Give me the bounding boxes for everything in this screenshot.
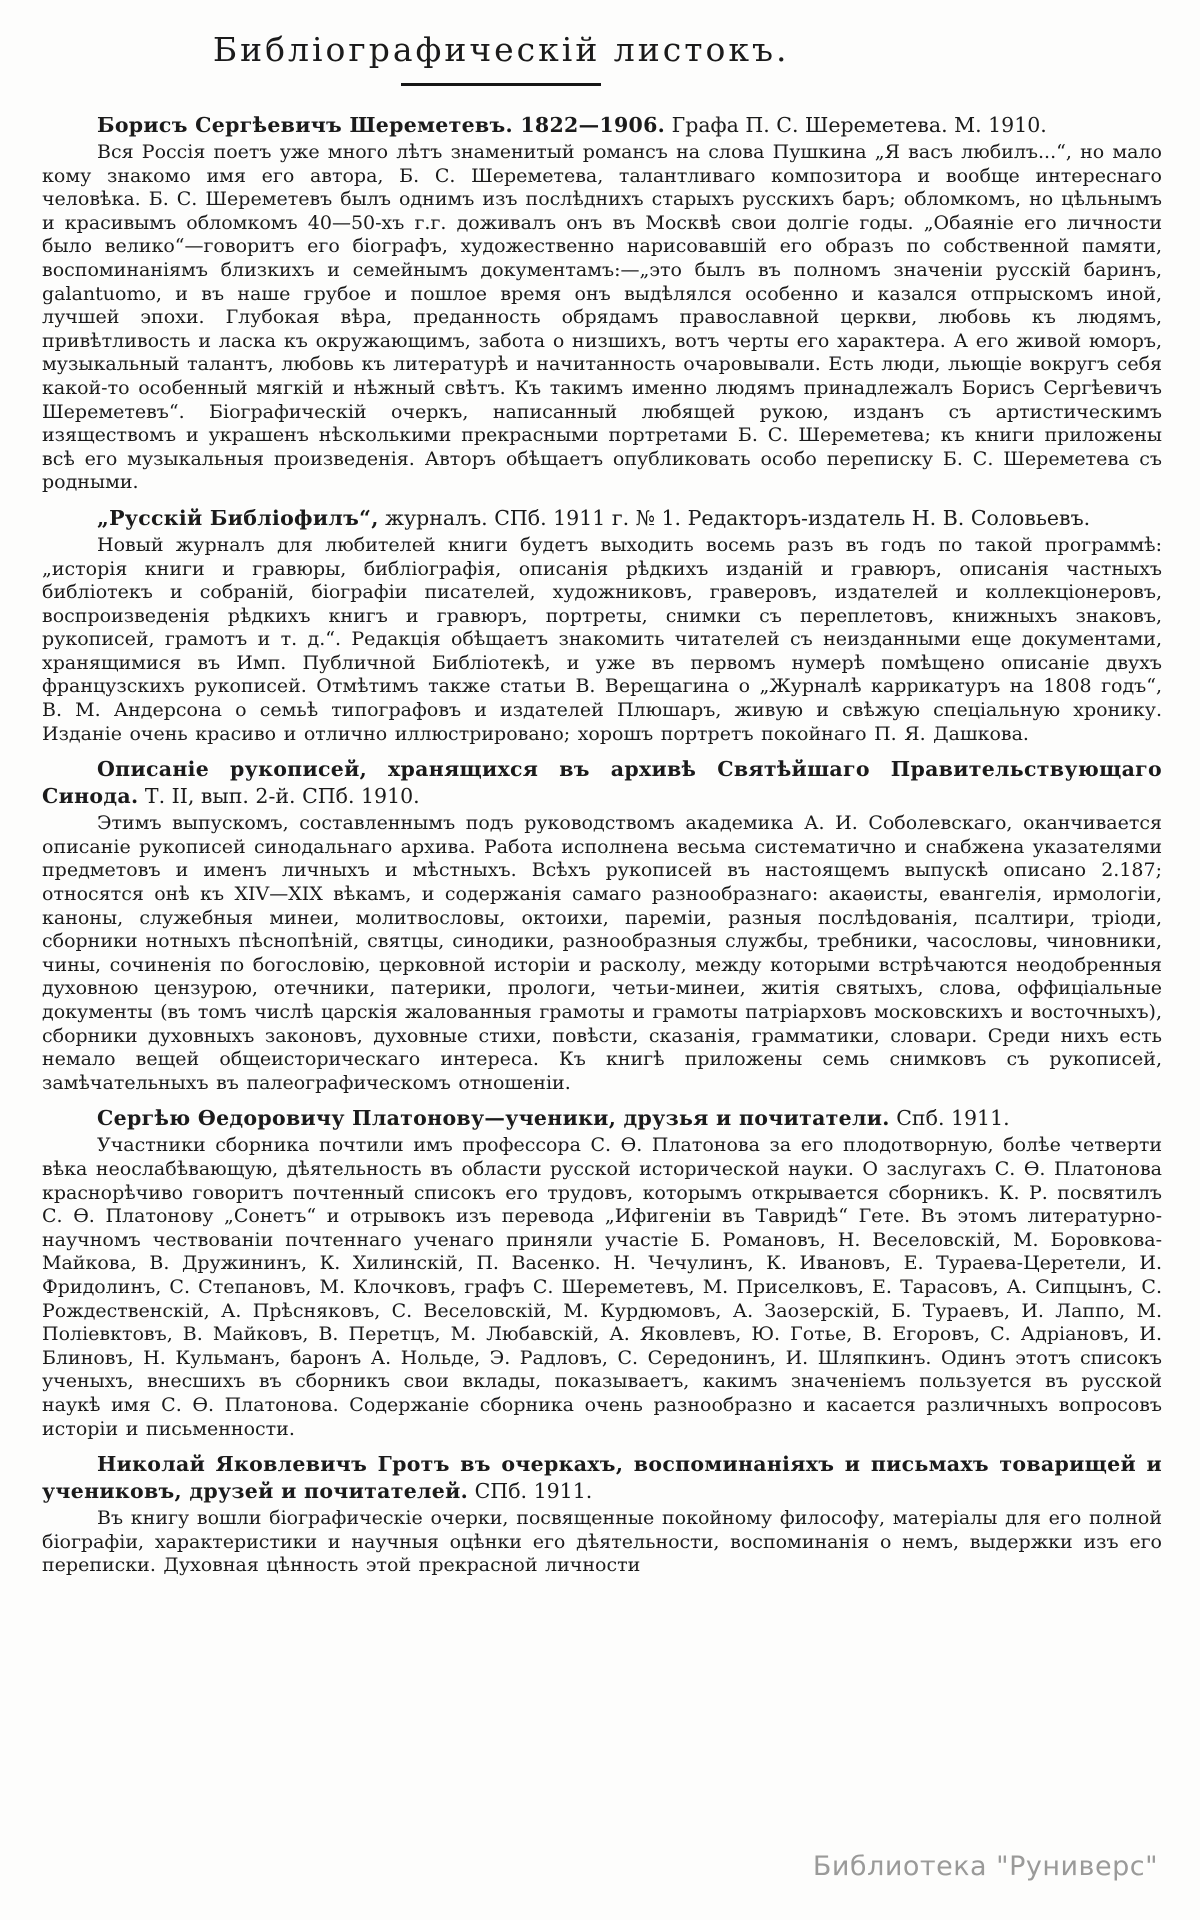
entry-heading bbox=[42, 112, 1162, 139]
entry-annotation: Участники сборника почтили имъ профессора С. Ѳ. Платонова за его плодотворную, болѣе четверти вѣка неослабѣвающую, дѣятельность въ области русской исторической науки. О заслугахъ С. Ѳ. Платонова краснорѣчиво говоритъ почтенный списокъ его трудовъ, которымъ открывается сборникъ. К. Р. посвятилъ С. Ѳ. Платонову „Сонетъ“ и отрывокъ изъ перевода „Ифигеніи въ Тавридѣ“ Гете. Въ этомъ литературно-научномъ чествованіи почтеннаго ученаго приняли участіе Б. Романовъ, Н. Веселовскій, М. Боровкова-Майкова, В. Дружининъ, К. Хилинскій, П. Васенко. Н. Чечулинъ, К. Ивановъ, Е. Тураева-Церетели, И. Фридолинъ, С. Степановъ, М. Клочковъ, графъ С. Шереметевъ, М. Приселковъ, Е. Тарасовъ, А. Сипцынъ, С. Рождественскій, А. Прѣсняковъ, С. Веселовскій, М. Курдюмовъ, А. Заозерскій, Б. Тураевъ, И. Лаппо, М. Поліевктовъ, В. Майковъ, В. Перетцъ, М. Любавскій, А. Яковлевъ, Ю. Готье, В. Егоровъ, С. Адріановъ, И. Блиновъ, Н. Кульманъ, баронъ А. Нольде, Э. Радловъ, С. Середонинъ, И. Шляпкинъ. Одинъ этотъ списокъ ученыхъ, внесшихъ въ сборникъ свои вклады, показываетъ, какимъ значеніемъ пользуется въ русской наукѣ имя С. Ѳ. Платонова. Содержаніе сборника очень разнообразно и касается различныхъ вопросовъ исторіи и письменности. bbox=[42, 1134, 1162, 1440]
entry-heading bbox=[42, 505, 1162, 532]
bibliography-entry-sheremetev bbox=[42, 112, 1162, 495]
entry-imprint: Спб. 1911. bbox=[896, 1106, 1010, 1131]
entry-title-bold: Николай Яковлевичъ Гротъ въ очеркахъ, воспоминаніяхъ и письмахъ товарищей и учениковъ, друзей и почитателей. bbox=[42, 1452, 1162, 1504]
entry-annotation: Новый журналъ для любителей книги будетъ выходить восемь разъ въ годъ по такой программѣ: „исторія книги и гравюры, библіографія, описанія рѣдкихъ изданій и гравюръ, описанія частныхъ библіотекъ и собраній, біографіи писателей, художниковъ, граверовъ, издателей и коллекціонеровъ, воспроизведенія рѣдкихъ книгъ и гравюръ, портреты, снимки съ переплетовъ, книжныхъ знаковъ, рукописей, грамотъ и т. д.“. Редакція обѣщаетъ знакомить читателей съ неизданными еще документами, хранящимися въ Имп. Публичной Библіотекѣ, и уже въ первомъ нумерѣ помѣщено описаніе двухъ французскихъ рукописей. Отмѣтимъ также статьи В. Верещагина о „Журналѣ каррикатуръ на 1808 годъ“, В. М. Андерсона о семьѣ типографовъ и издателей Плюшаръ, живую и свѣжую спеціальную хронику. Изданіе очень красиво и отлично иллюстрировано; хорошъ портретъ покойнаго П. Я. Дашкова. bbox=[42, 533, 1162, 745]
entry-annotation: Этимъ выпускомъ, составленнымъ подъ руководствомъ академика А. И. Соболевскаго, оканчивается описаніе рукописей синодальнаго архива. Работа исполнена весьма систематично и снабжена указателями предметовъ и именъ личныхъ и мѣстныхъ. Всѣхъ рукописей въ настоящемъ выпускѣ описано 2.187; относятся онѣ къ XIV—XIX вѣкамъ, и содержанія самаго разнообразнаго: акаѳисты, евангелія, ирмологіи, каноны, служебныя минеи, молитвословы, октоихи, пареміи, разныя послѣдованія, псалтири, тріоди, сборники нотныхъ пѣснопѣній, святцы, синодики, разнообразныя службы, требники, часословы, чиновники, чины, сочиненія по богословію, церковной исторіи и расколу, между которыми встрѣчаются неодобренныя духовною цензурою, отечники, патерики, прологи, четьи-минеи, житія святыхъ, слова, оффиціальные документы (въ томъ числѣ царскія жалованныя грамоты и грамоты патріарховъ московскихъ и восточныхъ), сборники духовныхъ законовъ, духовные стихи, повѣсти, сказанія, грамматики, словари. Среди нихъ есть немало вещей общеисторическаго интереса. Къ книгѣ приложены семь снимковъ съ рукописей, замѣчательныхъ въ палеографическомъ отношеніи. bbox=[42, 812, 1162, 1094]
entry-imprint: журналъ. СПб. 1911 г. № 1. Редакторъ-издатель Н. В. Соловьевъ. bbox=[385, 505, 1091, 530]
entry-title-bold: Борисъ Сергѣевичъ Шереметевъ. 1822—1906. bbox=[97, 113, 666, 137]
entry-imprint: Графа П. С. Шереметева. М. 1910. bbox=[671, 113, 1047, 137]
bibliography-entry-platonov bbox=[42, 1105, 1162, 1441]
entry-heading bbox=[42, 756, 1162, 810]
entry-heading bbox=[42, 1105, 1162, 1132]
bibliography-entry-russkij-bibliofil bbox=[42, 505, 1162, 746]
entry-annotation: Въ книгу вошли біографическіе очерки, посвященные покойному философу, матеріалы для его полной біографіи, характеристики и научныя оцѣнки его дѣятельности, воспоминанія о немъ, выдержки изъ его переписки. Духовная цѣнность этой прекрасной личности bbox=[42, 1507, 1162, 1577]
runivers-library-watermark: Библиотека "Руниверс" bbox=[812, 1851, 1158, 1882]
entry-annotation: Вся Россія поетъ уже много лѣтъ знаменитый романсъ на слова Пушкина „Я васъ любилъ...“, но мало кому знакомо имя его автора, Б. С. Шереметева, талантливаго композитора и вообще интереснаго человѣка. Б. С. Шереметевъ былъ однимъ изъ послѣднихъ старыхъ русскихъ баръ; обломкомъ, но цѣльнымъ и красивымъ обломкомъ 40—50-хъ г.г. доживалъ онъ въ Москвѣ свои долгіе годы. „Обаяніе его личности было велико“—говоритъ его біографъ, художественно нарисовавшій его образъ по собственной памяти, воспоминаніямъ близкихъ и семейнымъ документамъ:—„это былъ въ полномъ значеніи русскій баринъ, galantuomo, и въ наше грубое и пошлое время онъ выдѣлялся особенно и казался отпрыскомъ иной, лучшей эпохи. Глубокая вѣра, преданность обрядамъ православной церкви, любовь къ людямъ, привѣтливость и ласка къ окружающимъ, забота о низшихъ, вотъ черты его характера. А его живой юморъ, музыкальный талантъ, любовь къ литературѣ и начитанность очаровывали. Есть люди, льющіе вокругъ себя какой-то особенный мягкій и нѣжный свѣтъ. Къ такимъ именно людямъ принадлежалъ Борисъ Сергѣевичъ Шереметевъ“. Біографическій очеркъ, написанный любящей рукою, изданъ съ артистическимъ изяществомъ и украшенъ нѣсколькими прекрасными портретами Б. С. Шереметева; къ книги приложены всѣ его музыкальныя произведенія. Авторъ обѣщаетъ опубликовать особо переписку Б. С. Шереметева съ родными. bbox=[42, 141, 1162, 494]
entry-title-bold: Описаніе рукописей, хранящихся въ архивѣ Святѣйшаго Правительствующаго Синода. bbox=[42, 757, 1162, 809]
entry-title-bold: Сергѣю Ѳедоровичу Платонову—ученики, друзья и почитатели. bbox=[97, 1106, 890, 1131]
entry-imprint: СПб. 1911. bbox=[474, 1479, 593, 1504]
entry-imprint: Т. ІІ, вып. 2-й. СПб. 1910. bbox=[144, 784, 420, 809]
page-header bbox=[42, 30, 960, 86]
title-divider-rule bbox=[401, 83, 601, 86]
bibliography-entry-grot bbox=[42, 1451, 1162, 1578]
page-title: Библіографическій листокъ. bbox=[212, 30, 790, 69]
bibliography-entry-opisanie-rukopisej bbox=[42, 756, 1162, 1095]
entry-heading bbox=[42, 1451, 1162, 1505]
entry-title-bold: „Русскій Библіофилъ“, bbox=[97, 505, 379, 530]
